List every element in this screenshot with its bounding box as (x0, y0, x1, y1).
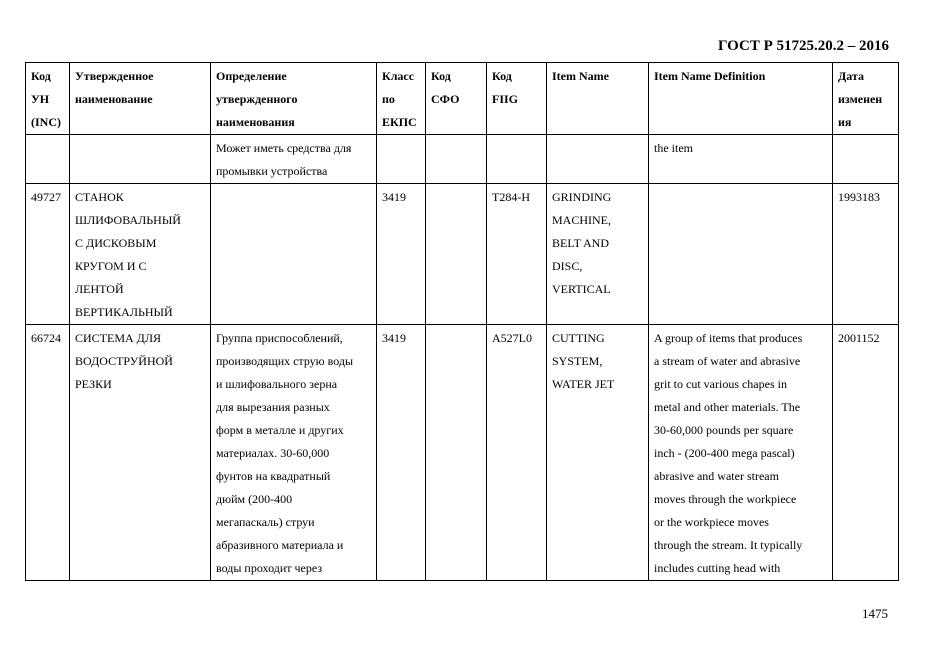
col-header-fiig: Код FIIG (487, 63, 547, 135)
cell-item-name: CUTTING SYSTEM, WATER JET (547, 325, 649, 581)
cell-item-definition (649, 184, 833, 325)
cell-date: 2001152 (833, 325, 899, 581)
cell-fiig: T284-H (487, 184, 547, 325)
cell-approved-name: СТАНОК ШЛИФОВАЛЬНЫЙ С ДИСКОВЫМ КРУГОМ И С ЛЕНТОЙ ВЕРТИКАЛЬНЫЙ (70, 184, 211, 325)
table-row (26, 325, 899, 581)
col-header-approved-name: Утвержденное наименование (70, 63, 211, 135)
document-title: ГОСТ Р 51725.20.2 – 2016 (717, 38, 889, 54)
table-row (26, 184, 899, 325)
col-header-sfo: Код СФО (426, 63, 487, 135)
cell-date: 1993183 (833, 184, 899, 325)
cell-class: 3419 (377, 184, 426, 325)
catalog-table (25, 62, 899, 581)
page-number: 1475 (862, 606, 888, 621)
table-row (26, 135, 899, 184)
cell-code: 49727 (26, 184, 70, 325)
cell-class: 3419 (377, 325, 426, 581)
cell-fiig (487, 135, 547, 184)
cell-date (833, 135, 899, 184)
table-header-row (26, 63, 899, 135)
col-header-definition: Определение утвержденного наименования (211, 63, 377, 135)
cell-fiig: A527L0 (487, 325, 547, 581)
cell-sfo (426, 325, 487, 581)
cell-item-name: GRINDING MACHINE, BELT AND DISC, VERTICAL (547, 184, 649, 325)
cell-class (377, 135, 426, 184)
cell-definition: Группа приспособлений, производящих струю воды и шлифовального зерна для вырезания разных форм в металле и других материалах. 30-60,000 фунтов на квадратный дюйм (200-400 мегапаскаль) струи абразивного материала и воды проходит через (211, 325, 377, 581)
col-header-date: Дата изменен ия (833, 63, 899, 135)
cell-sfo (426, 135, 487, 184)
col-header-class: Класс по ЕКПС (377, 63, 426, 135)
col-header-code: Код УН (INC) (26, 63, 70, 135)
cell-sfo (426, 184, 487, 325)
cell-definition (211, 184, 377, 325)
cell-definition: Может иметь средства для промывки устройства (211, 135, 377, 184)
cell-code (26, 135, 70, 184)
cell-item-definition: the item (649, 135, 833, 184)
cell-item-definition: A group of items that produces a stream of water and abrasive grit to cut various chapes in metal and other materials. The 30-60,000 pounds per square inch - (200-400 mega pascal) abrasive and water stream moves through the workpiece or the workpiece moves through the stream. It typically includes cutting head with (649, 325, 833, 581)
cell-approved-name: СИСТЕМА ДЛЯ ВОДОСТРУЙНОЙ РЕЗКИ (70, 325, 211, 581)
col-header-item-definition: Item Name Definition (649, 63, 833, 135)
cell-code: 66724 (26, 325, 70, 581)
col-header-item-name: Item Name (547, 63, 649, 135)
cell-approved-name (70, 135, 211, 184)
cell-item-name (547, 135, 649, 184)
